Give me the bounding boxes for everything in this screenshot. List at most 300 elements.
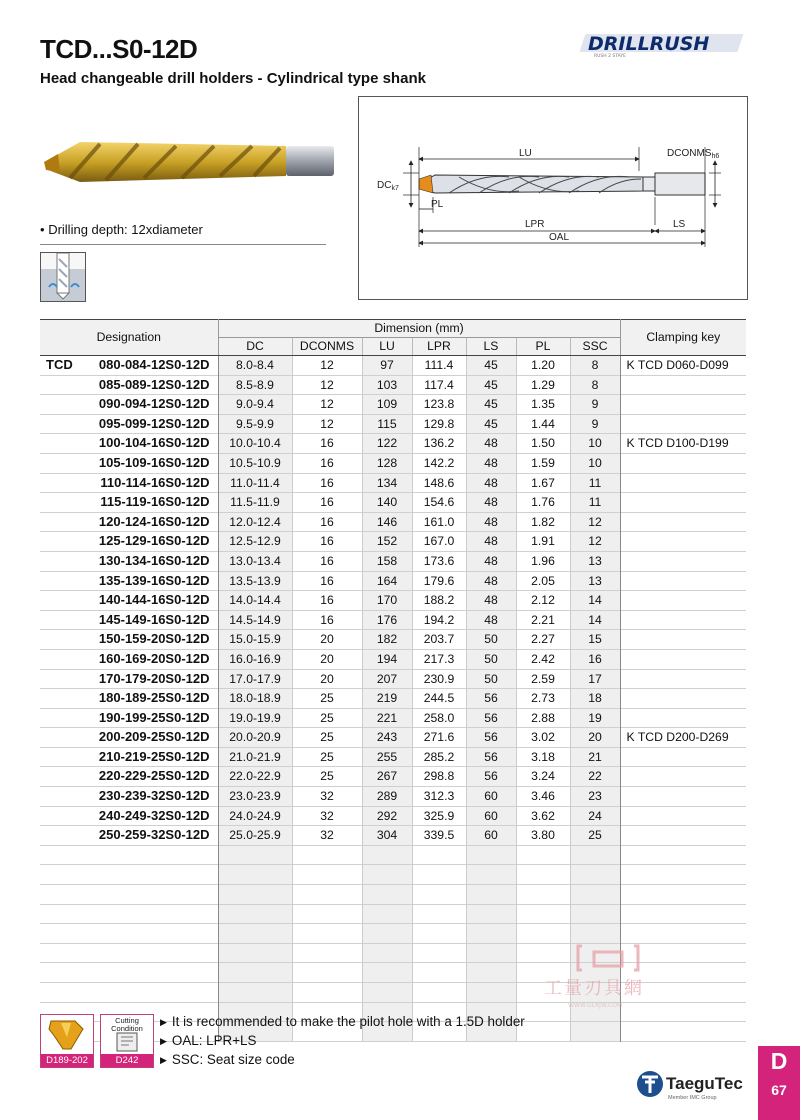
insert-reference-page: D189-202 xyxy=(41,1054,93,1067)
ssc-cell: 22 xyxy=(570,767,620,787)
lu-cell: 221 xyxy=(362,708,412,728)
ssc-cell: 19 xyxy=(570,708,620,728)
designation-code: 150-159-20S0-12D xyxy=(98,631,210,647)
lpr-cell: 148.6 xyxy=(412,473,466,493)
pl-cell: 1.35 xyxy=(516,395,570,415)
lu-cell: 97 xyxy=(362,356,412,376)
lu-cell: 128 xyxy=(362,453,412,473)
ssc-cell: 14 xyxy=(570,591,620,611)
pl-cell: 3.46 xyxy=(516,787,570,807)
watermark xyxy=(538,944,678,1010)
pl-cell: 2.59 xyxy=(516,669,570,689)
dc-cell: 15.0-15.9 xyxy=(218,630,292,650)
dc-cell: 13.5-13.9 xyxy=(218,571,292,591)
dim-dc-label: $DC_{k7}$ xyxy=(377,180,399,192)
table-row xyxy=(40,395,746,415)
designation-code: 230-239-32S0-12D xyxy=(98,788,210,804)
ssc-cell: 11 xyxy=(570,473,620,493)
clamping-key-cell xyxy=(620,493,746,513)
clamping-key-cell xyxy=(620,395,746,415)
designation-cell xyxy=(40,434,218,454)
clamping-key-cell xyxy=(620,571,746,591)
dconms-cell: 25 xyxy=(292,767,362,787)
pl-cell: 2.21 xyxy=(516,610,570,630)
pl-cell: 2.27 xyxy=(516,630,570,650)
designation-code: 190-199-25S0-12D xyxy=(98,709,210,725)
clamping-key-cell xyxy=(620,787,746,807)
lpr-cell: 285.2 xyxy=(412,747,466,767)
lpr-cell: 117.4 xyxy=(412,375,466,395)
lu-cell: 207 xyxy=(362,669,412,689)
designation-cell xyxy=(40,728,218,748)
table-row xyxy=(40,767,746,787)
ls-cell: 56 xyxy=(466,747,516,767)
clamping-key-cell xyxy=(620,669,746,689)
page-number: 67 xyxy=(771,1082,787,1098)
pl-cell: 1.82 xyxy=(516,512,570,532)
pl-cell: 1.96 xyxy=(516,551,570,571)
triangle-bullet-icon: ▶ xyxy=(160,1017,167,1027)
company-sub: Member IMC Group xyxy=(668,1095,717,1101)
lu-cell: 152 xyxy=(362,532,412,552)
designation-code: 120-124-16S0-12D xyxy=(98,513,210,529)
dconms-cell: 16 xyxy=(292,551,362,571)
cutting-condition-icon xyxy=(101,1015,153,1055)
watermark-text: 工量刃具網 xyxy=(544,978,644,999)
clamping-key-cell xyxy=(620,551,746,571)
ssc-cell: 21 xyxy=(570,747,620,767)
dconms-cell: 25 xyxy=(292,728,362,748)
clamping-key-cell xyxy=(620,649,746,669)
lpr-cell: 298.8 xyxy=(412,767,466,787)
dim-pl-label: PL xyxy=(431,199,444,210)
lpr-cell: 312.3 xyxy=(412,787,466,807)
designation-code: 105-109-16S0-12D xyxy=(98,454,210,470)
designation-code: 080-084-12S0-12D xyxy=(98,357,210,372)
section-tab xyxy=(758,1046,800,1120)
designation-cell xyxy=(40,826,218,846)
clamping-key-cell xyxy=(620,747,746,767)
dc-cell: 19.0-19.9 xyxy=(218,708,292,728)
dim-oal-label: OAL xyxy=(549,232,570,243)
dc-cell: 14.5-14.9 xyxy=(218,610,292,630)
dconms-cell: 16 xyxy=(292,610,362,630)
dconms-cell: 16 xyxy=(292,473,362,493)
ssc-cell: 11 xyxy=(570,493,620,513)
lu-cell: 103 xyxy=(362,375,412,395)
cutting-condition-link[interactable] xyxy=(100,1014,154,1068)
ls-cell: 56 xyxy=(466,708,516,728)
clamping-key-cell xyxy=(620,826,746,846)
dc-cell: 21.0-21.9 xyxy=(218,747,292,767)
triangle-bullet-icon: ▶ xyxy=(160,1055,167,1065)
designation-code: 130-134-16S0-12D xyxy=(98,552,210,568)
dconms-cell: 32 xyxy=(292,787,362,807)
ls-cell: 56 xyxy=(466,728,516,748)
ls-cell: 48 xyxy=(466,473,516,493)
drill-product-image xyxy=(40,118,340,208)
ls-cell: 45 xyxy=(466,395,516,415)
designation-code: 160-169-20S0-12D xyxy=(98,650,210,666)
table-row xyxy=(40,649,746,669)
dc-cell: 9.0-9.4 xyxy=(218,395,292,415)
ssc-cell: 13 xyxy=(570,571,620,591)
ssc-cell: 12 xyxy=(570,512,620,532)
designation-code: 090-094-12S0-12D xyxy=(98,396,210,412)
empty-table-row xyxy=(40,865,746,885)
table-row xyxy=(40,375,746,395)
clamping-key-cell xyxy=(620,806,746,826)
designation-cell xyxy=(40,356,218,376)
empty-table-row xyxy=(40,924,746,944)
lu-cell: 146 xyxy=(362,512,412,532)
dc-cell: 11.5-11.9 xyxy=(218,493,292,513)
cutting-condition-caption: Cutting Condition xyxy=(111,1016,143,1033)
lpr-cell: 167.0 xyxy=(412,532,466,552)
drilling-depth-note xyxy=(40,222,203,237)
table-row xyxy=(40,728,746,748)
ssc-cell: 9 xyxy=(570,395,620,415)
lu-cell: 219 xyxy=(362,689,412,709)
header-pl: PL xyxy=(516,338,570,356)
designation-code: 100-104-16S0-12D xyxy=(98,435,210,451)
dc-cell: 18.0-18.9 xyxy=(218,689,292,709)
designation-cell xyxy=(40,708,218,728)
ls-cell: 56 xyxy=(466,689,516,709)
designation-cell xyxy=(40,767,218,787)
lpr-cell: 142.2 xyxy=(412,453,466,473)
ls-cell: 48 xyxy=(466,610,516,630)
ssc-cell: 18 xyxy=(570,689,620,709)
dconms-cell: 12 xyxy=(292,356,362,376)
dc-cell: 20.0-20.9 xyxy=(218,728,292,748)
dc-cell: 8.5-8.9 xyxy=(218,375,292,395)
pl-cell: 1.59 xyxy=(516,453,570,473)
dconms-cell: 16 xyxy=(292,571,362,591)
ls-cell: 48 xyxy=(466,453,516,473)
pl-cell: 3.80 xyxy=(516,826,570,846)
table-row xyxy=(40,747,746,767)
ssc-cell: 12 xyxy=(570,532,620,552)
ls-cell: 48 xyxy=(466,591,516,611)
pl-cell: 1.50 xyxy=(516,434,570,454)
clamping-key-cell xyxy=(620,610,746,630)
ls-cell: 50 xyxy=(466,630,516,650)
clamping-key-cell: K TCD D200-D269 xyxy=(620,728,746,748)
ssc-cell: 8 xyxy=(570,375,620,395)
lpr-cell: 154.6 xyxy=(412,493,466,513)
dconms-cell: 32 xyxy=(292,826,362,846)
ssc-cell: 17 xyxy=(570,669,620,689)
footnotes xyxy=(160,1013,525,1070)
triangle-bullet-icon: ▶ xyxy=(160,1036,167,1046)
header-dconms: DCONMS xyxy=(292,338,362,356)
clamping-key-cell: K TCD D100-D199 xyxy=(620,434,746,454)
lu-cell: 289 xyxy=(362,787,412,807)
lu-cell: 109 xyxy=(362,395,412,415)
taegutec-logo xyxy=(636,1068,752,1102)
pl-cell: 2.05 xyxy=(516,571,570,591)
dim-lu-label: LU xyxy=(519,148,532,159)
designation-cell xyxy=(40,551,218,571)
ssc-cell: 10 xyxy=(570,434,620,454)
designation-cell xyxy=(40,532,218,552)
dconms-cell: 25 xyxy=(292,689,362,709)
table-row xyxy=(40,414,746,434)
clamping-key-cell xyxy=(620,453,746,473)
drilling-depth-text: Drilling depth: 12xdiameter xyxy=(48,222,203,237)
table-row xyxy=(40,669,746,689)
clamping-key-cell xyxy=(620,591,746,611)
header-lu: LU xyxy=(362,338,412,356)
designation-code: 095-099-12S0-12D xyxy=(98,415,210,431)
table-row xyxy=(40,787,746,807)
ssc-cell: 8 xyxy=(570,356,620,376)
table-row xyxy=(40,591,746,611)
dimension-drawing xyxy=(358,96,748,300)
ls-cell: 48 xyxy=(466,434,516,454)
clamping-key-cell xyxy=(620,630,746,650)
lu-cell: 115 xyxy=(362,414,412,434)
lu-cell: 292 xyxy=(362,806,412,826)
page-title: TCD...S0-12D xyxy=(40,34,198,64)
dconms-cell: 32 xyxy=(292,806,362,826)
ssc-cell: 20 xyxy=(570,728,620,748)
divider xyxy=(40,244,326,245)
table-row xyxy=(40,806,746,826)
pl-cell: 1.29 xyxy=(516,375,570,395)
table-row xyxy=(40,453,746,473)
lpr-cell: 339.5 xyxy=(412,826,466,846)
dc-cell: 12.0-12.4 xyxy=(218,512,292,532)
ssc-cell: 23 xyxy=(570,787,620,807)
dconms-cell: 16 xyxy=(292,532,362,552)
designation-cell xyxy=(40,747,218,767)
ssc-cell: 14 xyxy=(570,610,620,630)
header-ssc: SSC xyxy=(570,338,620,356)
lpr-cell: 179.6 xyxy=(412,571,466,591)
designation-cell xyxy=(40,375,218,395)
ls-cell: 45 xyxy=(466,356,516,376)
ssc-cell: 9 xyxy=(570,414,620,434)
company-name: TaeguTec xyxy=(666,1074,743,1093)
dconms-cell: 25 xyxy=(292,708,362,728)
designation-code: 140-144-16S0-12D xyxy=(98,592,210,608)
ls-cell: 60 xyxy=(466,826,516,846)
header-clamping-key: Clamping key xyxy=(620,320,746,356)
designation-cell xyxy=(40,689,218,709)
table-row xyxy=(40,473,746,493)
dconms-cell: 20 xyxy=(292,649,362,669)
lpr-cell: 325.9 xyxy=(412,806,466,826)
lu-cell: 176 xyxy=(362,610,412,630)
pl-cell: 1.20 xyxy=(516,356,570,376)
designation-code: 115-119-16S0-12D xyxy=(100,494,210,510)
dc-cell: 11.0-11.4 xyxy=(218,473,292,493)
note-item: ▶ It is recommended to make the pilot hole with a 1.5D holder xyxy=(160,1014,525,1029)
designation-cell xyxy=(40,512,218,532)
dconms-cell: 20 xyxy=(292,630,362,650)
dc-cell: 10.0-10.4 xyxy=(218,434,292,454)
ls-cell: 50 xyxy=(466,649,516,669)
note-item: ▶ OAL: LPR+LS xyxy=(160,1033,257,1048)
clamping-key-cell xyxy=(620,767,746,787)
ssc-cell: 15 xyxy=(570,630,620,650)
ls-cell: 50 xyxy=(466,669,516,689)
pl-cell: 2.42 xyxy=(516,649,570,669)
table-row xyxy=(40,551,746,571)
designation-code: 220-229-25S0-12D xyxy=(98,768,210,784)
dc-cell: 17.0-17.9 xyxy=(218,669,292,689)
lu-cell: 255 xyxy=(362,747,412,767)
dc-cell: 12.5-12.9 xyxy=(218,532,292,552)
designation-code: 085-089-12S0-12D xyxy=(98,376,210,392)
lpr-cell: 244.5 xyxy=(412,689,466,709)
ls-cell: 45 xyxy=(466,414,516,434)
cutting-condition-page: D242 xyxy=(101,1054,153,1067)
lu-cell: 304 xyxy=(362,826,412,846)
table-row xyxy=(40,532,746,552)
ls-cell: 60 xyxy=(466,787,516,807)
designation-cell xyxy=(40,787,218,807)
lpr-cell: 217.3 xyxy=(412,649,466,669)
clamping-key-cell xyxy=(620,414,746,434)
dc-cell: 16.0-16.9 xyxy=(218,649,292,669)
pl-cell: 3.24 xyxy=(516,767,570,787)
dconms-cell: 12 xyxy=(292,395,362,415)
table-row xyxy=(40,708,746,728)
dc-cell: 14.0-14.4 xyxy=(218,591,292,611)
pl-cell: 1.44 xyxy=(516,414,570,434)
lpr-cell: 129.8 xyxy=(412,414,466,434)
pl-cell: 3.18 xyxy=(516,747,570,767)
empty-table-row xyxy=(40,885,746,905)
lpr-cell: 161.0 xyxy=(412,512,466,532)
dc-cell: 23.0-23.9 xyxy=(218,787,292,807)
header-designation: Designation xyxy=(40,320,218,356)
designation-prefix: TCD xyxy=(46,357,73,372)
table-row xyxy=(40,571,746,591)
dim-lpr-label: LPR xyxy=(525,219,545,230)
designation-code: 110-114-16S0-12D xyxy=(100,474,210,490)
table-row xyxy=(40,826,746,846)
lu-cell: 243 xyxy=(362,728,412,748)
designation-cell xyxy=(40,669,218,689)
dc-cell: 25.0-25.9 xyxy=(218,826,292,846)
lpr-cell: 188.2 xyxy=(412,591,466,611)
lpr-cell: 194.2 xyxy=(412,610,466,630)
lu-cell: 134 xyxy=(362,473,412,493)
designation-cell xyxy=(40,414,218,434)
ls-cell: 56 xyxy=(466,767,516,787)
designation-code: 170-179-20S0-12D xyxy=(98,670,210,686)
ls-cell: 48 xyxy=(466,493,516,513)
empty-table-row xyxy=(40,845,746,865)
pl-cell: 2.88 xyxy=(516,708,570,728)
drillrush-logo-art xyxy=(580,32,748,58)
dim-dconms-label: $DCONMS_{h6}$ xyxy=(667,148,720,160)
table-row xyxy=(40,493,746,513)
brand-tagline: RUSH 2 STAYE xyxy=(594,54,626,58)
dim-ls-label: LS xyxy=(673,219,686,230)
ls-cell: 45 xyxy=(466,375,516,395)
clamping-key-cell: K TCD D060-D099 xyxy=(620,356,746,376)
ls-cell: 48 xyxy=(466,532,516,552)
clamping-key-cell xyxy=(620,473,746,493)
ssc-cell: 13 xyxy=(570,551,620,571)
designation-code: 135-139-16S0-12D xyxy=(98,572,210,588)
ls-cell: 60 xyxy=(466,806,516,826)
ls-cell: 48 xyxy=(466,551,516,571)
designation-code: 125-129-16S0-12D xyxy=(98,533,210,549)
pl-cell: 2.12 xyxy=(516,591,570,611)
table-row xyxy=(40,512,746,532)
drilling-depth-icon xyxy=(40,252,86,302)
header-dc: DC xyxy=(218,338,292,356)
table-row xyxy=(40,689,746,709)
designation-cell xyxy=(40,453,218,473)
dc-cell: 8.0-8.4 xyxy=(218,356,292,376)
designation-cell xyxy=(40,649,218,669)
lu-cell: 122 xyxy=(362,434,412,454)
lpr-cell: 111.4 xyxy=(412,356,466,376)
designation-cell xyxy=(40,473,218,493)
pl-cell: 1.91 xyxy=(516,532,570,552)
pl-cell: 3.62 xyxy=(516,806,570,826)
table-row xyxy=(40,630,746,650)
dconms-cell: 16 xyxy=(292,591,362,611)
clamping-key-cell xyxy=(620,512,746,532)
dc-cell: 10.5-10.9 xyxy=(218,453,292,473)
ls-cell: 48 xyxy=(466,571,516,591)
dc-cell: 13.0-13.4 xyxy=(218,551,292,571)
designation-cell xyxy=(40,591,218,611)
drill-outline xyxy=(419,173,705,195)
header-dimension-group: Dimension (mm) xyxy=(218,320,620,338)
pl-cell: 2.73 xyxy=(516,689,570,709)
dconms-cell: 16 xyxy=(292,453,362,473)
lpr-cell: 271.6 xyxy=(412,728,466,748)
designation-code: 250-259-32S0-12D xyxy=(98,827,210,843)
lu-cell: 140 xyxy=(362,493,412,513)
clamping-key-cell xyxy=(620,708,746,728)
lpr-cell: 136.2 xyxy=(412,434,466,454)
dconms-cell: 12 xyxy=(292,375,362,395)
table-row xyxy=(40,610,746,630)
dc-cell: 9.5-9.9 xyxy=(218,414,292,434)
lu-cell: 267 xyxy=(362,767,412,787)
table-row xyxy=(40,434,746,454)
ssc-cell: 10 xyxy=(570,453,620,473)
dconms-cell: 16 xyxy=(292,512,362,532)
clamping-key-cell xyxy=(620,532,746,552)
dconms-cell: 20 xyxy=(292,669,362,689)
dconms-cell: 16 xyxy=(292,434,362,454)
insert-reference-link[interactable] xyxy=(40,1014,94,1068)
lu-cell: 194 xyxy=(362,649,412,669)
spec-table xyxy=(40,319,746,1042)
section-letter: D xyxy=(770,1048,788,1074)
insert-head-icon xyxy=(41,1015,93,1055)
lpr-cell: 203.7 xyxy=(412,630,466,650)
lu-cell: 170 xyxy=(362,591,412,611)
designation-cell xyxy=(40,610,218,630)
clamping-key-cell xyxy=(620,689,746,709)
designation-cell xyxy=(40,571,218,591)
pl-cell: 1.67 xyxy=(516,473,570,493)
lu-cell: 158 xyxy=(362,551,412,571)
brand-text: DRILLRUSH xyxy=(588,33,710,55)
